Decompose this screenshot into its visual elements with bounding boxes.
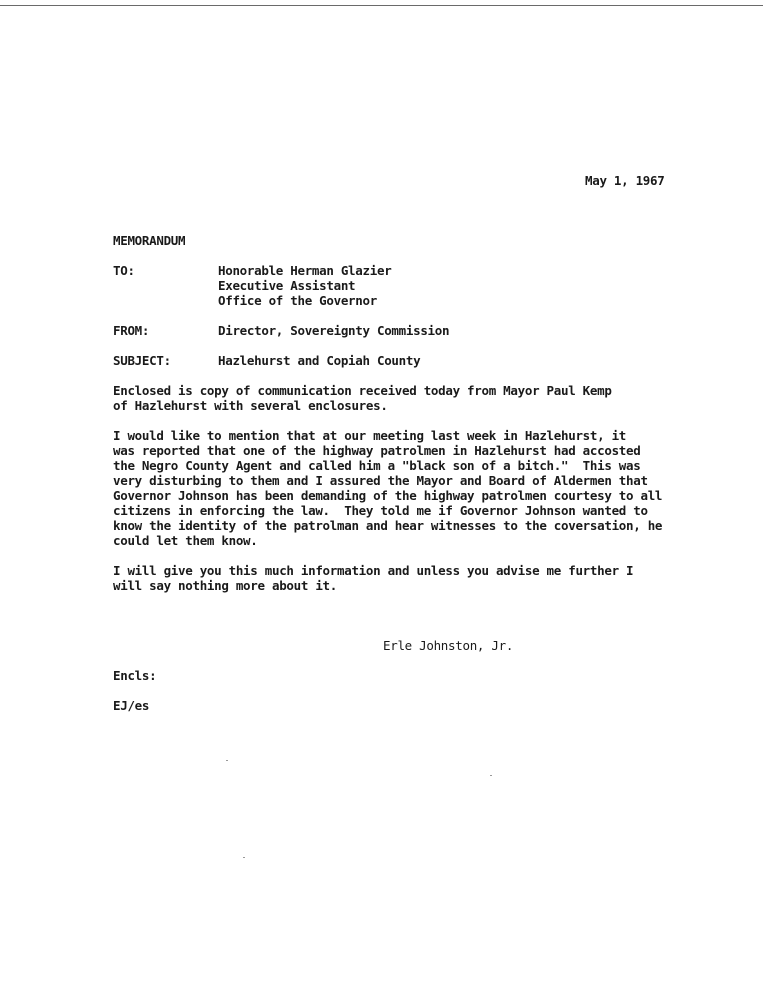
initials: EJ/es <box>113 698 150 713</box>
from-value: Director, Sovereignty Commission <box>218 323 450 338</box>
scan-speck <box>490 775 492 776</box>
paragraph-line: could let them know. <box>113 533 258 548</box>
to-line: Executive Assistant <box>218 278 356 293</box>
paragraph-line: I will give you this much information and unless you advise me further I <box>113 563 634 578</box>
to-line: Honorable Herman Glazier <box>218 263 392 278</box>
enclosures-note: Encls: <box>113 668 157 683</box>
paragraph-line: was reported that one of the highway patrolmen in Hazlehurst had accosted <box>113 443 641 458</box>
paragraph-line: of Hazlehurst with several enclosures. <box>113 398 388 413</box>
paragraph-line: Enclosed is copy of communication received today from Mayor Paul Kemp <box>113 383 612 398</box>
paragraph-line: very disturbing to them and I assured the Mayor and Board of Aldermen that <box>113 473 648 488</box>
to-label: TO: <box>113 263 135 278</box>
paragraph-line: Governor Johnson has been demanding of the highway patrolmen courtesy to all <box>113 488 663 503</box>
subject-value: Hazlehurst and Copiah County <box>218 353 421 368</box>
to-line: Office of the Governor <box>218 293 377 308</box>
paragraph-line: will say nothing more about it. <box>113 578 337 593</box>
scan-speck <box>226 760 228 761</box>
signature: Erle Johnston, Jr. <box>383 638 514 653</box>
memo-heading: MEMORANDUM <box>113 233 186 248</box>
memo-date: May 1, 1967 <box>585 173 665 188</box>
scan-speck <box>243 857 245 858</box>
paragraph-line: the Negro County Agent and called him a "black son of a bitch." This was <box>113 458 641 473</box>
paragraph-line: citizens in enforcing the law. They told me if Governor Johnson wanted to <box>113 503 648 518</box>
paragraph-line: know the identity of the patrolman and hear witnesses to the coversation, he <box>113 518 663 533</box>
from-label: FROM: <box>113 323 150 338</box>
subject-label: SUBJECT: <box>113 353 171 368</box>
paragraph-line: I would like to mention that at our meeting last week in Hazlehurst, it <box>113 428 627 443</box>
page-top-edge-line <box>0 5 763 6</box>
